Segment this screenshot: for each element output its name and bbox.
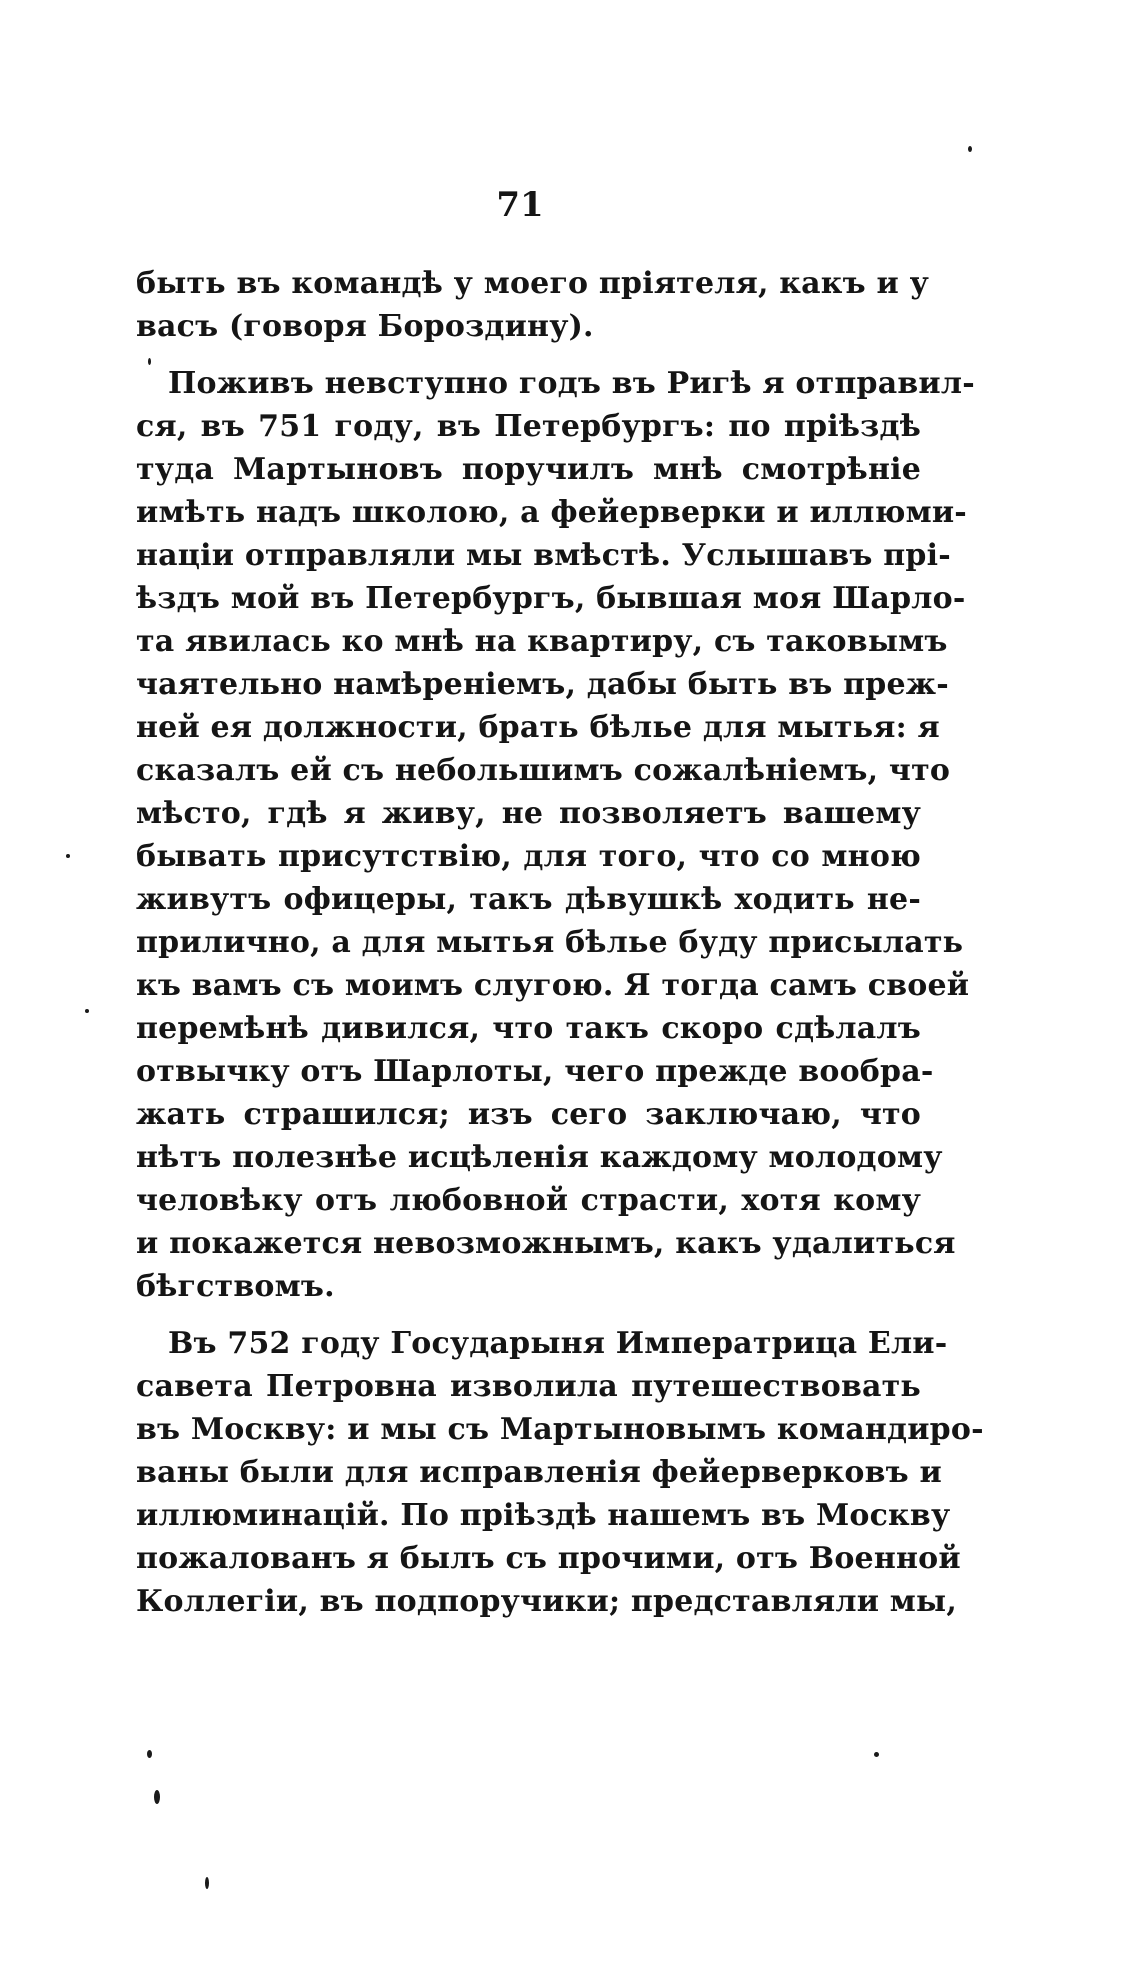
- text-line: сказалъ ей съ небольшимъ сожалѣніемъ, что: [136, 753, 951, 788]
- text-line: Коллегіи, въ подпоручики; представляли мы,: [136, 1584, 957, 1619]
- scan-speck: [874, 1752, 879, 1757]
- paragraph-2: [136, 362, 975, 1308]
- text-line: къ вамъ съ моимъ слугою. Я тогда самъ своей: [136, 968, 970, 1003]
- text-line: прилично, а для мытья бѣлье буду присылать: [136, 925, 964, 960]
- text-line: жать страшился; изъ сего заключаю, что: [136, 1097, 921, 1132]
- text-line: отвычку отъ Шарлоты, чего прежде вообра-: [136, 1054, 934, 1089]
- text-line: васъ (говоря Бороздину).: [136, 309, 594, 344]
- text-line: пожалованъ я былъ съ прочими, отъ Военной: [136, 1541, 961, 1576]
- scan-speck: [147, 1750, 152, 1758]
- scan-speck: [968, 146, 972, 152]
- text-line: иллюминацій. По пріѣздѣ нашемъ въ Москву: [136, 1498, 951, 1533]
- text-line: живутъ офицеры, такъ дѣвушкѣ ходить не-: [136, 882, 921, 917]
- text-line: ваны были для исправленія фейерверковъ и: [136, 1455, 942, 1490]
- paragraph-3: [136, 1322, 984, 1623]
- text-line: туда Мартыновъ поручилъ мнѣ смотрѣніе: [136, 452, 921, 487]
- text-line: мѣсто, гдѣ я живу, не позволяетъ вашему: [136, 796, 921, 831]
- text-line: ѣздъ мой въ Петербургъ, бывшая моя Шарло-: [136, 581, 966, 616]
- scan-speck: [154, 1790, 160, 1804]
- text-line: и покажется невозможнымъ, какъ удалиться: [136, 1226, 956, 1261]
- text-line: ся, въ 751 году, въ Петербургъ: по пріѣздѣ: [136, 409, 921, 444]
- scan-speck: [66, 854, 70, 858]
- text-line: имѣть надъ школою, а фейерверки и иллюми-: [136, 495, 967, 530]
- text-line: савета Петровна изволила путешествовать: [136, 1369, 921, 1404]
- text-line: Въ 752 году Государыня Императрица Ели-: [168, 1326, 948, 1361]
- scan-speck: [85, 1009, 89, 1013]
- text-line: чаятельно намѣреніемъ, дабы быть въ преж-: [136, 667, 949, 702]
- paragraph-1: [136, 262, 929, 348]
- text-line: перемѣнѣ дивился, что такъ скоро сдѣлалъ: [136, 1011, 921, 1046]
- text-line: ней ея должности, брать бѣлье для мытья: я: [136, 710, 940, 745]
- scan-speck: [205, 1877, 209, 1889]
- text-line: Поживъ невступно годъ въ Ригѣ я отправил-: [168, 366, 975, 401]
- text-line: бѣгствомъ.: [136, 1269, 335, 1304]
- text-line: въ Москву: и мы съ Мартыновымъ командиро-: [136, 1412, 984, 1447]
- text-line: человѣку отъ любовной страсти, хотя кому: [136, 1183, 921, 1218]
- text-line: бывать присутствію, для того, что со мною: [136, 839, 921, 874]
- text-line: та явилась ко мнѣ на квартиру, съ таковымъ: [136, 624, 948, 659]
- scan-speck: [148, 358, 151, 365]
- text-line: нѣтъ полезнѣе исцѣленія каждому молодому: [136, 1140, 943, 1175]
- body-text: [136, 262, 984, 1623]
- text-line: націи отправляли мы вмѣстѣ. Услышавъ прі-: [136, 538, 951, 573]
- text-line: быть въ командѣ у моего пріятеля, какъ и у: [136, 266, 929, 301]
- page-number: 71: [496, 185, 544, 225]
